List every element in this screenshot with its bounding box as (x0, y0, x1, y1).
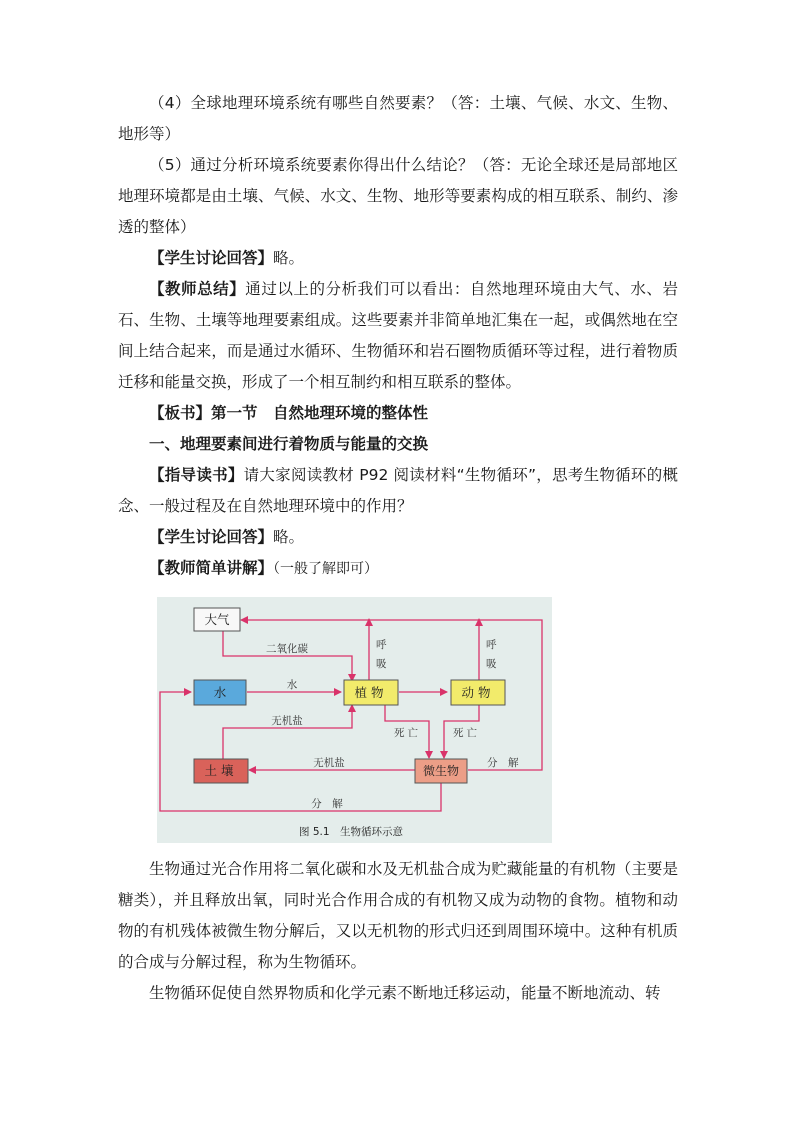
svg-text:植物: 植物 (354, 685, 388, 700)
respiration-label-2b: 吸 (486, 658, 497, 670)
decompose-right-label: 分 解 (487, 757, 519, 769)
guide-reading (118, 460, 678, 522)
water-flow-label: 水 (286, 679, 298, 691)
figure-caption: 图 5.1 生物循环示意 (299, 826, 404, 838)
svg-text:微生物: 微生物 (422, 764, 460, 778)
board-heading (118, 398, 678, 429)
co2-label: 二氧化碳 (266, 643, 308, 655)
cycle-diagram (157, 597, 552, 843)
respiration-label-2: 呼 (486, 639, 497, 651)
guide-label: 【指导读书】 (149, 466, 244, 484)
question-4: （4）全球地理环境系统有哪些自然要素？（答：土壤、气候、水文、生物、地形等） (118, 94, 678, 143)
biological-cycle-figure (157, 597, 552, 843)
teacher-summary (118, 274, 678, 398)
animal-death-label: 死亡 (453, 727, 480, 739)
respiration-label-1: 呼 (376, 639, 387, 651)
svg-text:动物: 动物 (461, 685, 495, 700)
student-discussion-label: 【学生讨论回答】 (149, 528, 274, 546)
node-atmosphere (194, 608, 240, 631)
respiration-label-1b: 吸 (376, 658, 387, 670)
paragraph-cycle-definition: 生物通过光合作用将二氧化碳和水及无机盐合成为贮藏能量的有机物（主要是糖类），并且释放出氧，同时光合作用合成的有机物又成为动物的食物。植物和动物的有机残体被微生物分解后，又以无机物的形式归还到周围环境中。这种有机质的合成与分解过程，称为生物循环。 (118, 860, 678, 971)
student-discussion-1 (118, 243, 678, 274)
board-label: 【板书】 (149, 404, 212, 422)
guide-text: 请大家阅读教材 P92 阅读材料“生物循环”，思考生物循环的概念、一般过程及在自然地理环境中的作用？ (118, 466, 678, 515)
minerals-left-label: 无机盐 (313, 757, 345, 769)
student-discussion-label: 【学生讨论回答】 (149, 249, 274, 267)
node-water (194, 680, 246, 705)
text-block-bottom (118, 854, 678, 1009)
figure-background (157, 597, 552, 843)
svg-text:水: 水 (213, 685, 227, 700)
student-discussion-text: 略。 (273, 249, 305, 267)
teacher-explain (118, 553, 678, 585)
text-block-top (118, 88, 678, 585)
minerals-up-label: 无机盐 (271, 715, 303, 727)
teacher-explain-label: 【教师简单讲解】 (149, 559, 274, 577)
teacher-summary-label: 【教师总结】 (149, 280, 246, 298)
node-soil (194, 759, 248, 783)
teacher-explain-note: （一般了解即可） (273, 561, 379, 577)
svg-text:土壤: 土壤 (204, 763, 238, 778)
node-plant (344, 680, 398, 705)
section-heading: 一、地理要素间进行着物质与能量的交换 (149, 435, 429, 453)
plant-death-label: 死亡 (394, 727, 421, 739)
board-text: 第一节 自然地理环境的整体性 (211, 404, 429, 422)
node-animal (451, 680, 505, 705)
svg-text:大气: 大气 (204, 612, 230, 627)
teacher-summary-text: 通过以上的分析我们可以看出：自然地理环境由大气、水、岩石、生物、土壤等地理要素组成。这些要素并非简单地汇集在一起，或偶然地在空间上结合起来，而是通过水循环、生物循环和岩石圈物质循环等过程，进行着物质迁移和能量交换，形成了一个相互制约和相互联系的整体。 (118, 280, 678, 391)
paragraph-cycle-effect: 生物循环促使自然界物质和化学元素不断地迁移运动，能量不断地流动、转 (149, 984, 661, 1002)
student-discussion-2 (118, 522, 678, 553)
question-5: （5）通过分析环境系统要素你得出什么结论？（答：无论全球还是局部地区地理环境都是由土壤、气候、水文、生物、地形等要素构成的相互联系、制约、渗透的整体） (118, 156, 678, 236)
decompose-bottom-label: 分 解 (311, 798, 343, 810)
node-microbe (415, 759, 467, 783)
student-discussion-text: 略。 (273, 528, 305, 546)
